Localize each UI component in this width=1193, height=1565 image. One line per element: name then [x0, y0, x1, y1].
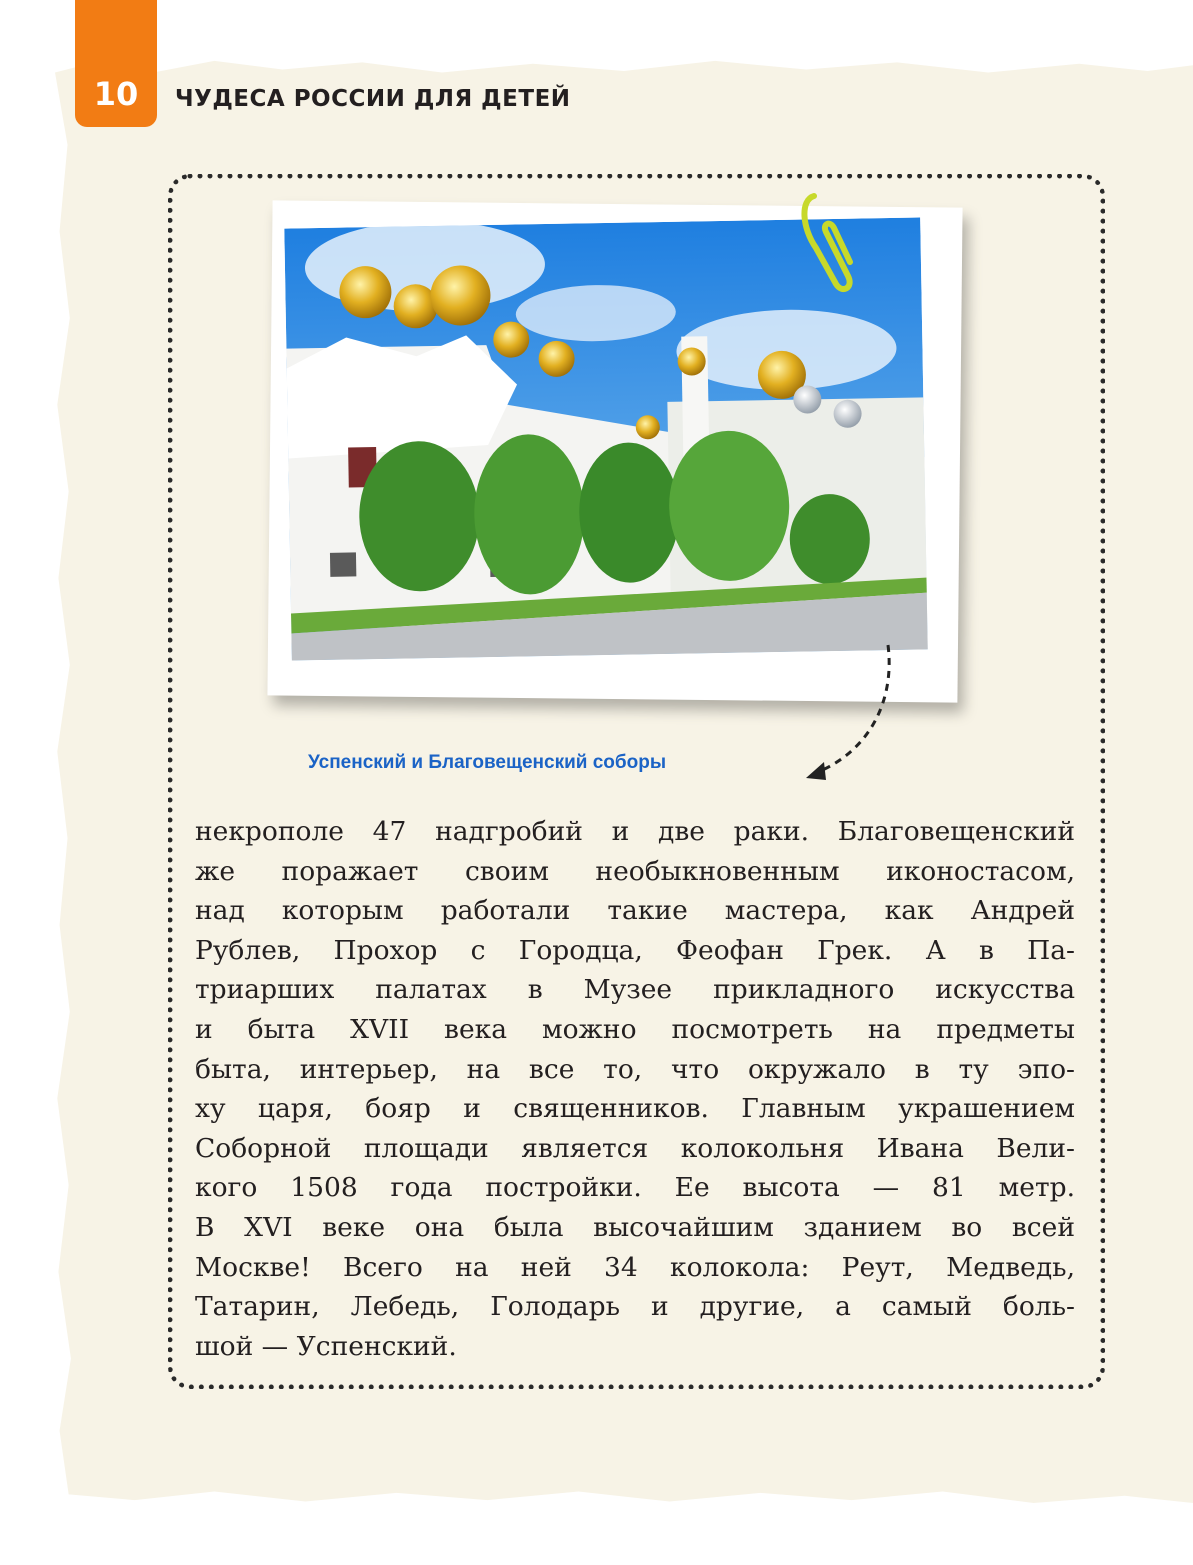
- text-line: кого 1508 года постройки. Ее высота — 81 метр.: [195, 1172, 1075, 1204]
- text-line: Рублев, Прохор с Городца, Феофан Грек. А в Па-: [195, 934, 1075, 966]
- text-line: Москве! Всего на ней 34 колокола: Реут, Медведь,: [195, 1251, 1075, 1283]
- body-text: [195, 812, 1075, 1366]
- text-line: быта, интерьер, на все то, что окружало в ту эпо-: [195, 1053, 1075, 1085]
- page-number: 10: [75, 0, 157, 127]
- text-line: и быта XVII века можно посмотреть на предметы: [195, 1013, 1075, 1045]
- page-header: ЧУДЕСА РОССИИ ДЛЯ ДЕТЕЙ: [175, 86, 571, 112]
- text-line: ху царя, бояр и священников. Главным украшением: [195, 1093, 1075, 1125]
- text-line: некрополе 47 надгробий и две раки. Благовещенский: [195, 816, 1075, 847]
- text-line: Соборной площади является колокольня Ивана Вели-: [195, 1132, 1075, 1164]
- text-line: В XVI веке она была высочайшим зданием во всей: [195, 1211, 1075, 1243]
- photo-caption: Успенский и Благовещенский соборы: [308, 752, 667, 773]
- arrow-icon: [800, 640, 900, 785]
- text-line: над которым работали такие мастера, как Андрей: [195, 895, 1075, 927]
- text-line: же поражает своим необыкновенным иконостасом,: [195, 855, 1075, 887]
- text-line: шой — Успенский.: [195, 1330, 457, 1362]
- text-line: триарших палатах в Музее прикладного искусства: [195, 974, 1075, 1006]
- text-line: Татарин, Лебедь, Голодарь и другие, а самый боль-: [195, 1291, 1075, 1323]
- paperclip-icon: [796, 188, 858, 298]
